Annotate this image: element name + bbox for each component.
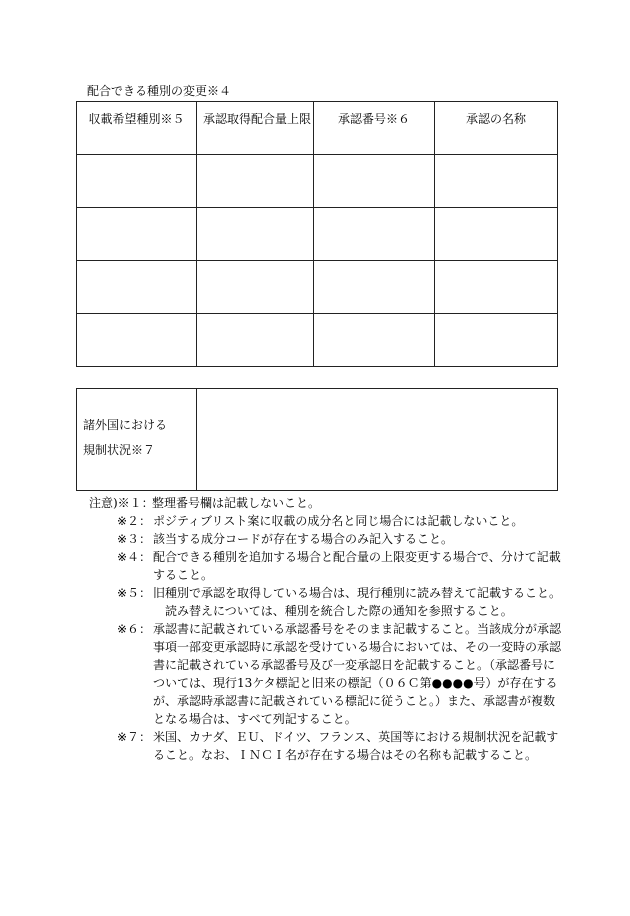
table-cell[interactable] [435,208,558,261]
table-cell[interactable] [197,208,314,261]
note-3-text: 該当する成分コードが存在する場合のみ記入すること。 [153,532,454,546]
notes-section [89,494,564,764]
regulation-label-cell [77,389,197,491]
table-cell[interactable] [77,155,197,208]
table-row [77,314,558,367]
header-max-amount: 承認取得配合量上限 [203,112,312,126]
regulation-label-line1: 諸外国における [83,418,168,432]
regulation-label-line2: 規制状況※７ [83,443,156,457]
table-cell[interactable] [314,314,435,367]
table-cell[interactable] [435,314,558,367]
note-1-text: 整理番号欄は記載しないこと。 [152,496,321,510]
table-cell[interactable] [435,155,558,208]
note-6-text: 承認書に記載されている承認番号をそのまま記載すること。当該成分が承認事項一部変更承認時に承認を受けている場合においては、その一変時の承認書に記載されている承認番号及び一変承認日を記載すること。（承認番号については、現行13ケタ標記と旧来の標記（０６Ｃ第●●●●号）が存在するが、承認時承認書に記載されている標記に従うこと。）また、承認書が複数となる場合は、すべて列記すること。 [153,622,562,726]
note-4 [89,548,564,584]
table-cell[interactable] [197,314,314,367]
header-approval-name: 承認の名称 [465,112,526,126]
note-7 [89,728,564,764]
note-2 [89,512,564,530]
table-row [77,155,558,208]
note-7-text: 米国、カナダ、ＥＵ、ドイツ、フランス、英国等における規制状況を記載すること。なお、ＩＮＣＩ名が存在する場合はその名称も記載すること。 [153,730,559,762]
header-cell [197,102,314,155]
header-approval-number: 承認番号※６ [337,112,410,126]
table-row [77,261,558,314]
table-cell[interactable] [77,314,197,367]
header-cell [77,102,197,155]
note-5-text: 旧種別で承認を取得している場合は、現行種別に読み替えて記載すること。 [153,586,562,600]
table-cell[interactable] [314,155,435,208]
header-desired-category: 収載希望種別※５ [88,112,185,126]
note-3-prefix: ※３： [117,532,152,546]
header-cell [314,102,435,155]
note-1 [89,494,564,512]
header-cell [435,102,558,155]
note-4-text: 配合できる種別を追加する場合と配合量の上限変更する場合で、分けて記載すること。 [153,550,561,582]
note-1-prefix: 注意)※１： [89,496,154,510]
note-6 [89,620,564,728]
table-row [77,389,558,491]
note-7-prefix: ※７： [117,730,152,744]
regulation-value-cell[interactable] [197,389,558,491]
table-header-row [77,102,558,155]
foreign-regulation-table [76,388,558,491]
table-row [77,208,558,261]
note-6-prefix: ※６： [117,622,152,636]
table-cell[interactable] [197,155,314,208]
table-cell[interactable] [197,261,314,314]
note-2-prefix: ※２： [117,514,152,528]
table-caption: 配合できる種別の変更※４ [87,84,232,98]
note-3 [89,530,564,548]
note-5-prefix: ※５： [117,586,152,600]
note-5-text-2: 読み替えについては、種別を統合した際の通知を参照すること。 [165,604,513,618]
table-cell[interactable] [77,261,197,314]
note-4-prefix: ※４： [117,550,152,564]
category-change-table [76,101,558,367]
table-cell[interactable] [314,261,435,314]
table-cell[interactable] [314,208,435,261]
table-cell[interactable] [77,208,197,261]
table-cell[interactable] [435,261,558,314]
note-5 [89,584,564,620]
note-2-text: ポジティブリスト案に収載の成分名と同じ場合には記載しないこと。 [153,514,524,528]
